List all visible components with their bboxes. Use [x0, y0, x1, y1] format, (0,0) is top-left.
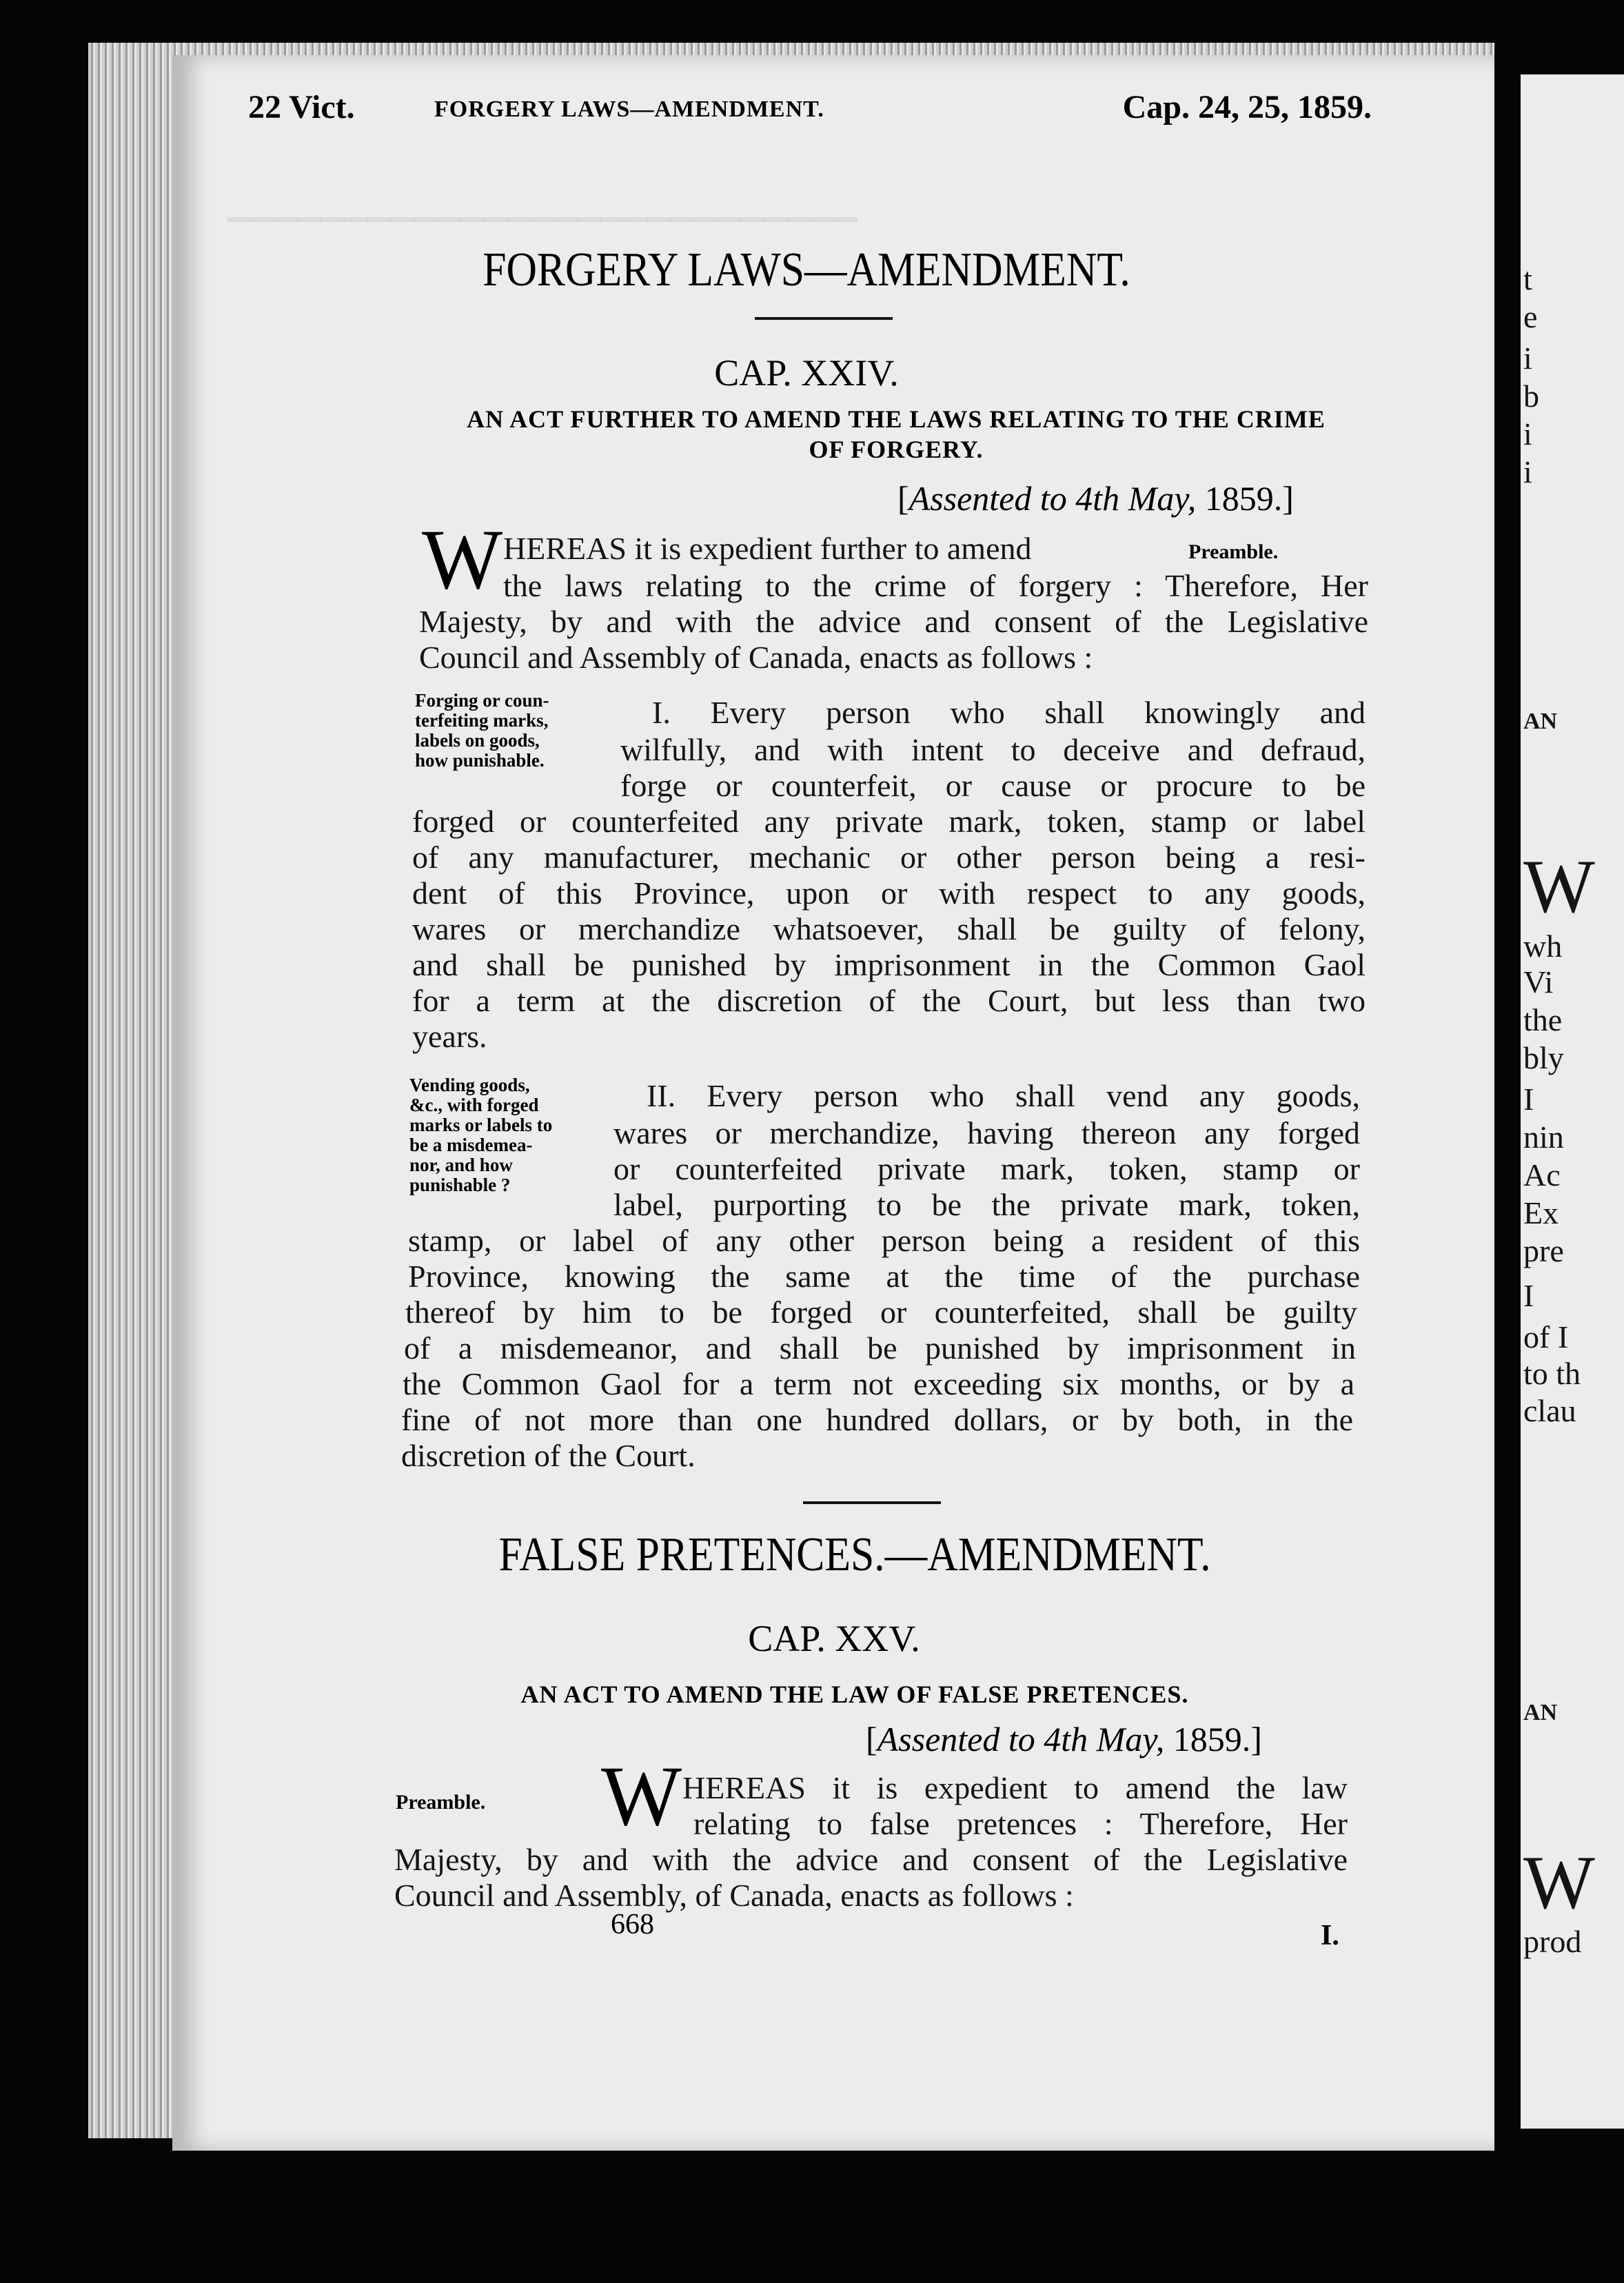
- section-1-line: for a term at the discretion of the Court, but less than two: [412, 983, 1366, 1018]
- chapter-24-assented: [897, 478, 1294, 518]
- section-1-line: I. Every person who shall knowingly and: [652, 695, 1366, 730]
- section-1-line: and shall be punished by imprisonment in the Common Gaol: [412, 947, 1366, 982]
- section-2-line: wares or merchandize, having thereon any forged: [613, 1115, 1360, 1150]
- running-head-vict: 22 Vict.: [248, 89, 355, 125]
- section-2-line: thereof by him to be forged or counterfeited, shall be guilty: [405, 1295, 1357, 1330]
- chapter-25-assented: [866, 1719, 1262, 1759]
- facing-page-fragment: b: [1523, 378, 1539, 414]
- margin-note-line: marks or labels to: [409, 1115, 553, 1135]
- margin-note-line: how punishable.: [415, 750, 545, 771]
- bracket-close: ]: [1282, 479, 1294, 518]
- chapter-25-cap: CAP. XXV.: [748, 1618, 920, 1659]
- catchword: I.: [1321, 1920, 1339, 1951]
- margin-note-line: labels on goods,: [415, 730, 540, 751]
- facing-page-fragment: to th: [1523, 1356, 1581, 1391]
- chapter-24-act-title: [414, 404, 1379, 465]
- facing-page-fragment: of I: [1523, 1319, 1569, 1354]
- bracket-open: [: [897, 479, 909, 518]
- facing-page-fragment: t: [1523, 261, 1532, 296]
- facing-page-fragment: I: [1523, 1082, 1534, 1117]
- facing-page-fragment: i: [1523, 416, 1532, 451]
- section-2-line: the Common Gaol for a term not exceeding six months, or by a: [403, 1366, 1354, 1401]
- section-2-line: discretion of the Court.: [401, 1438, 696, 1473]
- facing-page-fragment: the: [1523, 1002, 1563, 1037]
- preamble-margin-note: Preamble.: [1188, 540, 1279, 563]
- margin-note-line: Forging or coun-: [415, 690, 549, 711]
- facing-page-fragment: i: [1523, 454, 1532, 489]
- margin-note-line: be a misdemea-: [409, 1135, 533, 1155]
- bleed-through-text: ▁▁▁▁▁▁▁▁▁▁▁▁▁▁▁▁▁▁▁▁▁▁▁▁▁▁▁: [227, 187, 857, 221]
- margin-note-line: punishable ?: [409, 1175, 511, 1195]
- assent-year: 1859.: [1204, 479, 1283, 518]
- section-2-line: stamp, or label of any other person being a resident of this: [408, 1223, 1360, 1258]
- section-1-line: wilfully, and with intent to deceive and defraud,: [620, 732, 1366, 767]
- facing-page-fragment: bly: [1523, 1040, 1564, 1075]
- chapter-25-act-title: AN ACT TO AMEND THE LAW OF FALSE PRETENCES.: [520, 1681, 1189, 1708]
- preamble-margin-note: Preamble.: [396, 1791, 486, 1814]
- facing-page-fragment: pre: [1523, 1233, 1564, 1268]
- margin-note-line: terfeiting marks,: [415, 710, 549, 731]
- chapter-25-title: FALSE PRETENCES.—AMENDMENT.: [498, 1528, 1211, 1581]
- facing-page-fragment: e: [1523, 299, 1538, 334]
- section-2-line: label, purporting to be the private mark, token,: [613, 1187, 1360, 1222]
- facing-page-fragment: Ac: [1523, 1157, 1561, 1193]
- facing-page: [1521, 74, 1624, 2129]
- dropcap: W: [601, 1749, 682, 1843]
- running-head-title: FORGERY LAWS—AMENDMENT.: [434, 97, 824, 122]
- section-2-line: II. Every person who shall vend any goods,: [647, 1078, 1360, 1113]
- section-1-line: years.: [412, 1019, 487, 1054]
- facing-page-fragment: AN: [1523, 709, 1558, 734]
- preamble-line: relating to false pretences : Therefore, Her: [693, 1806, 1348, 1841]
- preamble-line: Council and Assembly, of Canada, enacts as follows :: [394, 1878, 1074, 1913]
- section-1-line: wares or merchandize whatsoever, shall be guilty of felony,: [412, 911, 1366, 946]
- preamble-line: Majesty, by and with the advice and consent of the Legislative: [394, 1842, 1348, 1877]
- chapter-24-title: FORGERY LAWS—AMENDMENT.: [483, 243, 1130, 296]
- section-1-margin-note: [415, 691, 594, 771]
- facing-page-fragment: W: [1523, 844, 1595, 929]
- preamble-line: HEREAS it is expedient further to amend: [503, 531, 1032, 566]
- section-2-line: Province, knowing the same at the time of the purchase: [408, 1259, 1360, 1294]
- preamble-line: HEREAS it is expedient to amend the law: [682, 1770, 1348, 1805]
- section-2-margin-note: [409, 1075, 596, 1195]
- dropcap: W: [422, 512, 503, 607]
- section-2-line: of a misdemeanor, and shall be punished by imprisonment in: [404, 1330, 1356, 1366]
- assent-year: 1859.: [1173, 1720, 1251, 1758]
- facing-page-fragment: AN: [1523, 1700, 1558, 1725]
- bracket-open: [: [866, 1720, 877, 1758]
- margin-note-line: nor, and how: [409, 1155, 513, 1175]
- assent-date: Assented to 4th May,: [909, 479, 1197, 518]
- facing-page-fragment: nin: [1523, 1119, 1564, 1155]
- chapter-divider-rule: [803, 1501, 941, 1504]
- section-1-line: forged or counterfeited any private mark, token, stamp or label: [412, 804, 1366, 839]
- facing-page-fragment: I: [1523, 1278, 1534, 1313]
- page-number: 668: [611, 1909, 654, 1940]
- running-head-cap: Cap. 24, 25, 1859.: [1122, 89, 1372, 125]
- section-1-line: of any manufacturer, mechanic or other person being a resi-: [412, 840, 1366, 875]
- facing-page-fragment: Vi: [1523, 964, 1554, 1000]
- preamble-line: Majesty, by and with the advice and consent of the Legislative: [419, 604, 1368, 639]
- preamble-line: Council and Assembly of Canada, enacts as follows :: [419, 640, 1093, 675]
- facing-page-fragment: W: [1523, 1840, 1595, 1925]
- assent-date: Assented to 4th May,: [877, 1720, 1165, 1758]
- section-2-line: or counterfeited private mark, token, stamp or: [613, 1151, 1360, 1186]
- section-1-line: forge or counterfeit, or cause or procure to be: [620, 768, 1366, 803]
- title-rule: [755, 317, 893, 320]
- running-head: [248, 88, 1372, 130]
- facing-page-fragment: prod: [1523, 1924, 1582, 1959]
- preamble-line: the laws relating to the crime of forgery : Therefore, Her: [503, 568, 1368, 603]
- section-1-line: dent of this Province, upon or with respect to any goods,: [412, 875, 1366, 911]
- facing-page-fragment: Ex: [1523, 1195, 1559, 1230]
- facing-page-fragment: wh: [1523, 929, 1563, 964]
- margin-note-line: &c., with forged: [409, 1095, 539, 1115]
- facing-page-fragment: clau: [1523, 1393, 1576, 1428]
- chapter-24-cap: CAP. XXIV.: [714, 352, 899, 394]
- bracket-close: ]: [1250, 1720, 1262, 1758]
- act-title-line: AN ACT FURTHER TO AMEND THE LAWS RELATING TO THE CRIME: [467, 405, 1326, 433]
- act-title-line: OF FORGERY.: [809, 436, 984, 463]
- margin-note-line: Vending goods,: [409, 1075, 530, 1095]
- facing-page-fragment: i: [1523, 341, 1532, 376]
- section-2-line: fine of not more than one hundred dollars, or by both, in the: [401, 1402, 1353, 1437]
